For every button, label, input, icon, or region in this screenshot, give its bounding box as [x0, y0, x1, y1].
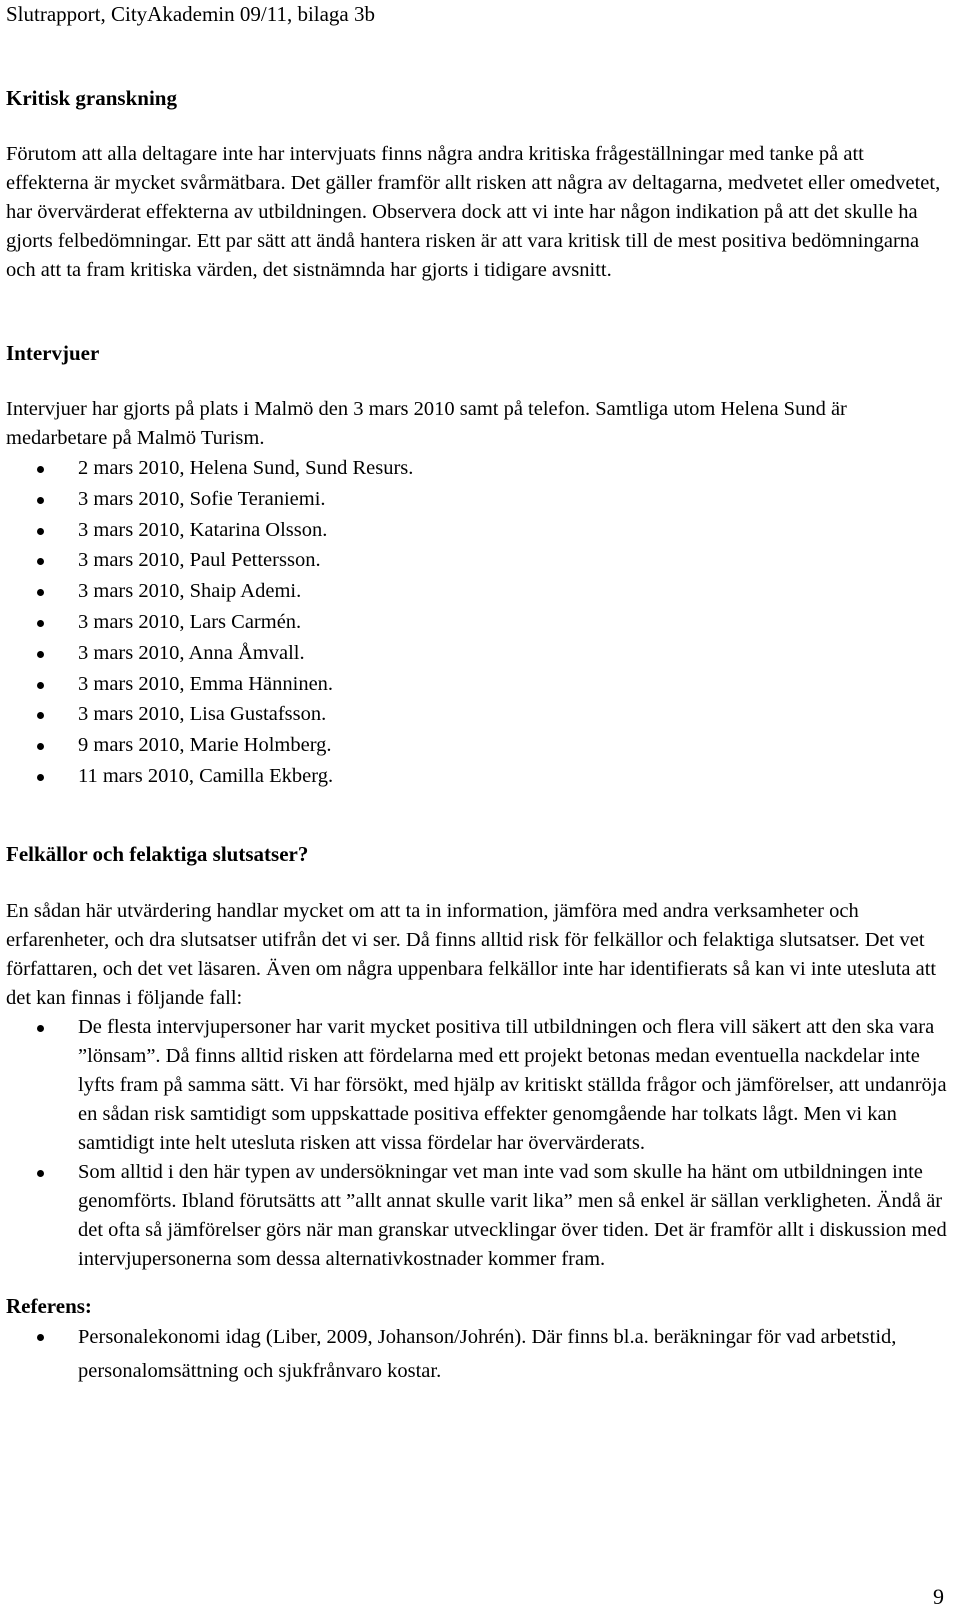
list-item: 3 mars 2010, Emma Hänninen. [6, 669, 950, 700]
heading-felkallor: Felkällor och felaktiga slutsatser? [6, 841, 309, 866]
page-header: Slutrapport, CityAkademin 09/11, bilaga 3b [6, 2, 376, 26]
paragraph-kritisk-granskning: Förutom att alla deltagare inte har intervjuats finns några andra kritiska frågeställningar med tanke på att effekterna är mycket svårmätbara. Det gäller framför allt risken att några av deltagarna, medvetet eller omedvetet, har övervärderat effekterna av utbildningen. Observera dock att vi inte har någon indikation på att det skulle ha gjorts felbedömningar. Ett par sätt att ändå hantera risken är att vara kritisk till de mest positiva bedömningarna och att ta fram kritiska värden, det sistnämnda har gjorts i tidigare avsnitt. [6, 143, 941, 281]
felkallor-list [6, 1013, 950, 1274]
list-item: De flesta intervjupersoner har varit mycket positiva till utbildningen och flera vill säkert att den ska vara ”lönsam”. Då finns alltid risken att fördelarna med ett projekt betonas medan eventuella nackdelar inte lyfts fram på samma sätt. Vi har försökt, med hjälp av kritiskt ställda frågor och jämförelser, att undanröja en sådan risk samtidigt som uppskattade positiva effekter genomgående har tolkats lågt. Men vi kan samtidigt inte helt utesluta risken att vissa fördelar har övervärderats. [6, 1013, 950, 1158]
heading-intervjuer: Intervjuer [6, 341, 100, 365]
list-item: 11 mars 2010, Camilla Ekberg. [6, 761, 950, 792]
list-item: 3 mars 2010, Lars Carmén. [6, 607, 950, 638]
list-item: 3 mars 2010, Anna Åmvall. [6, 638, 950, 669]
list-item: 3 mars 2010, Lisa Gustafsson. [6, 699, 950, 730]
page-number: 9 [933, 1584, 944, 1609]
heading-kritisk-granskning: Kritisk granskning [6, 86, 177, 110]
list-item: Personalekonomi idag (Liber, 2009, Johanson/Johrén). Där finns bl.a. beräkningar för vad arbetstid, personalomsättning och sjukfrånvaro kostar. [6, 1320, 950, 1388]
referens-list [6, 1320, 950, 1388]
list-item: 3 mars 2010, Katarina Olsson. [6, 515, 950, 546]
list-item: 2 mars 2010, Helena Sund, Sund Resurs. [6, 453, 950, 484]
list-item: 9 mars 2010, Marie Holmberg. [6, 730, 950, 761]
list-item: 3 mars 2010, Paul Pettersson. [6, 545, 950, 576]
paragraph-felkallor: En sådan här utvärdering handlar mycket om att ta in information, jämföra med andra verksamheter och erfarenheter, och dra slutsatser utifrån det vi ser. Då finns alltid risk för felkällor och felaktiga slutsatser. Det vet författaren, och det vet läsaren. Även om några uppenbara felkällor inte har identifierats så kan vi inte utesluta att det kan finnas i följande fall: [6, 899, 937, 1009]
paragraph-intervjuer: Intervjuer har gjorts på plats i Malmö den 3 mars 2010 samt på telefon. Samtliga utom Helena Sund är medarbetare på Malmö Turism. [6, 398, 847, 449]
list-item: 3 mars 2010, Shaip Ademi. [6, 576, 950, 607]
interview-list [6, 453, 950, 792]
document-page [6, 0, 950, 1388]
list-item: Som alltid i den här typen av undersökningar vet man inte vad som skulle ha hänt om utbildningen inte genomförts. Ibland förutsätts att ”allt annat skulle varit lika” men så enkel är sällan verkligheten. Ändå är det ofta så jämförelser görs när man granskar utvecklingar över tiden. Det är framför allt i diskussion med intervjupersonerna som dessa alternativkostnader kommer fram. [6, 1158, 950, 1274]
heading-referens: Referens: [6, 1293, 92, 1318]
list-item: 3 mars 2010, Sofie Teraniemi. [6, 484, 950, 515]
